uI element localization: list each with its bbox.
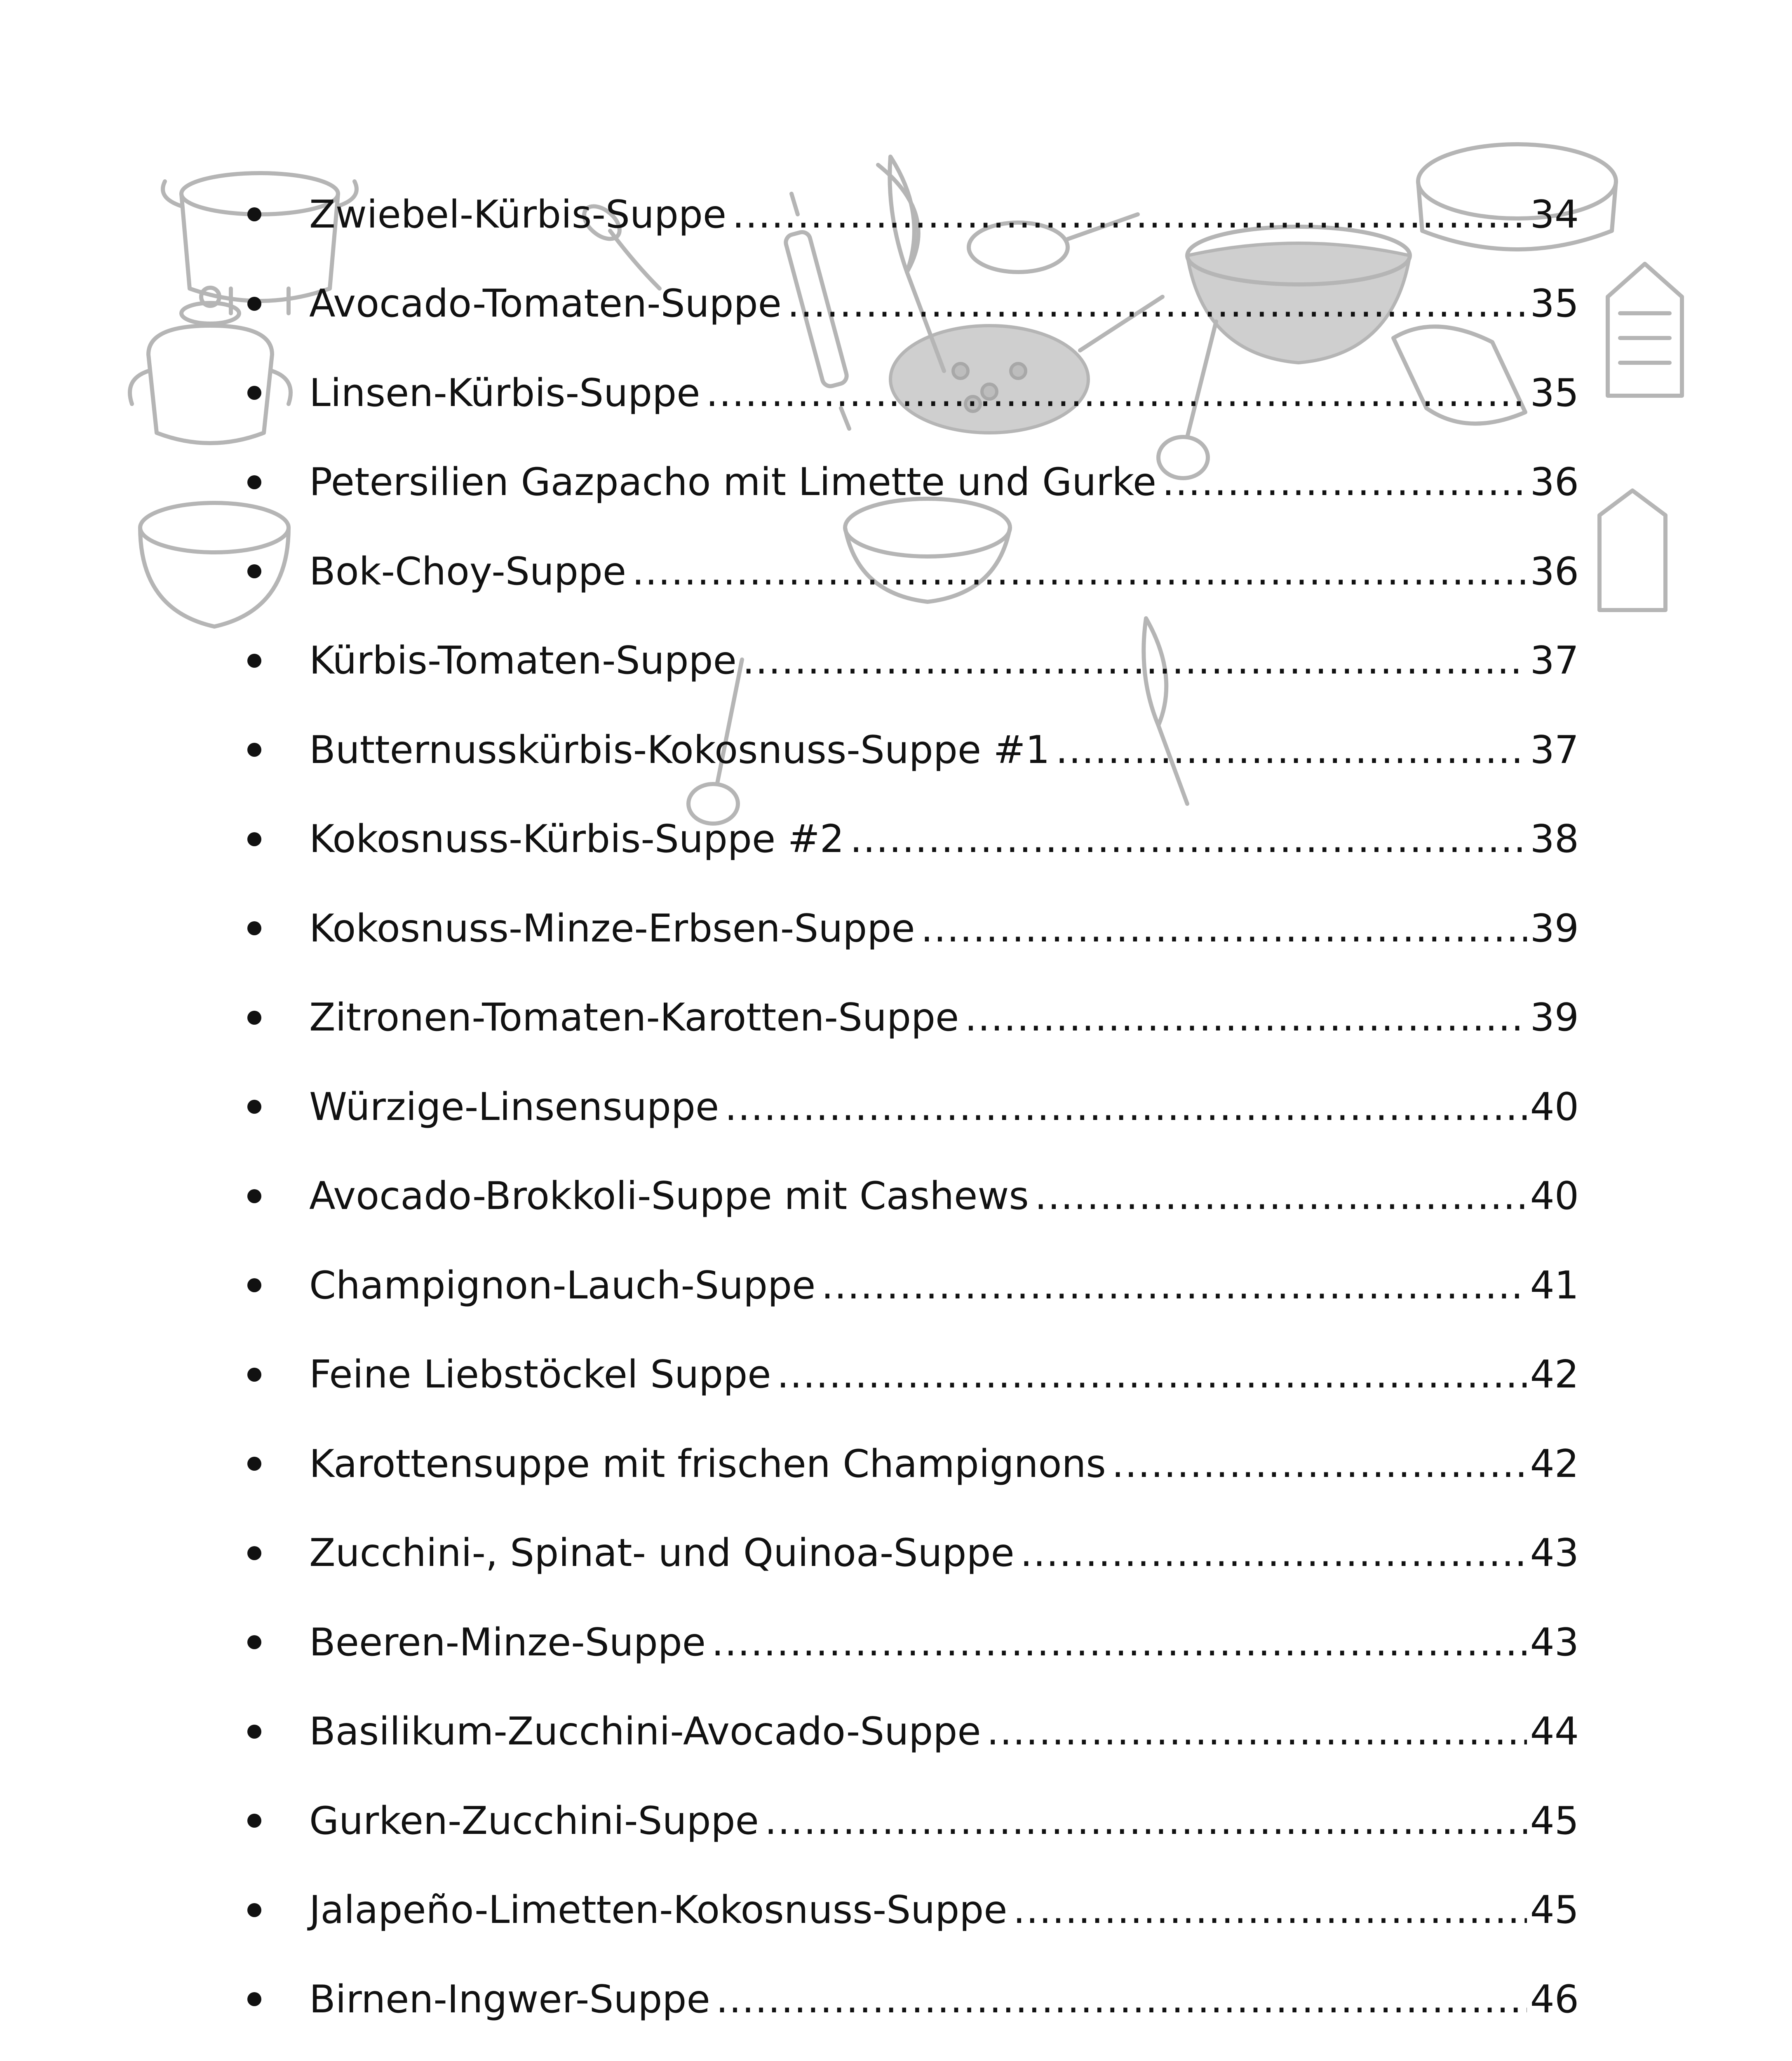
toc-entry-row (309, 638, 1579, 683)
toc-entry[interactable] (239, 1509, 1579, 1598)
bullet-icon (247, 1278, 261, 1292)
toc-entry[interactable] (239, 527, 1579, 616)
toc-entry[interactable] (239, 259, 1579, 349)
toc-entry[interactable] (239, 438, 1579, 527)
toc-entry-title: Bok-Choy-Suppe (309, 549, 627, 594)
toc-entry-title: Zucchini-, Spinat- und Quinoa-Suppe (309, 1530, 1015, 1575)
bullet-icon (247, 297, 261, 311)
bullet-icon (247, 654, 261, 668)
toc-entry-row (309, 1352, 1579, 1397)
toc-entry-page: 42 (1530, 1441, 1579, 1486)
toc-entry[interactable] (239, 1330, 1579, 1420)
toc-entry-row (309, 192, 1579, 237)
toc-entry-title: Kürbis-Tomaten-Suppe (309, 638, 737, 683)
bullet-icon (247, 743, 261, 757)
toc-entry[interactable] (239, 1776, 1579, 1866)
toc-entry-row (309, 1798, 1579, 1843)
toc-entry-title: Feine Liebstöckel Suppe (309, 1352, 771, 1397)
dot-leader (732, 195, 1527, 234)
toc-entry-row (309, 281, 1579, 326)
toc-entry-page: 37 (1530, 727, 1579, 772)
toc-entry-row (309, 1620, 1579, 1664)
bullet-icon (247, 1903, 261, 1917)
toc-entry-row (309, 1976, 1579, 2021)
bullet-icon (247, 1100, 261, 1114)
table-of-contents (239, 170, 1579, 2061)
dot-leader (725, 1088, 1527, 1126)
toc-entry-row (309, 1887, 1579, 1932)
bullet-icon (247, 564, 261, 578)
toc-entry-row (309, 1530, 1579, 1575)
bullet-icon (247, 1725, 261, 1739)
toc-entry[interactable] (239, 170, 1579, 259)
toc-entry-title: Kokosnuss-Kürbis-Suppe #2 (309, 817, 844, 861)
dot-leader (1162, 463, 1527, 501)
toc-entry-title: Zitronen-Tomaten-Karotten-Suppe (309, 995, 959, 1040)
dot-leader (632, 552, 1527, 591)
toc-entry-page: 37 (1530, 638, 1579, 683)
toc-entry-page: 34 (1530, 192, 1579, 237)
toc-entry[interactable] (239, 2044, 1579, 2061)
grater-icon (1608, 264, 1682, 396)
toc-entry-row (309, 906, 1579, 951)
dot-leader (921, 909, 1527, 948)
dot-leader (777, 1355, 1527, 1394)
toc-entry-page: 46 (1530, 1976, 1579, 2021)
bullet-icon (247, 1814, 261, 1828)
bullet-icon (247, 1457, 261, 1471)
bullet-icon (247, 921, 261, 935)
toc-entry-page: 40 (1530, 1084, 1579, 1129)
dot-leader (1020, 1534, 1527, 1572)
toc-entry[interactable] (239, 1241, 1579, 1330)
dot-leader (742, 641, 1527, 680)
dot-leader (706, 374, 1527, 412)
toc-entry[interactable] (239, 1419, 1579, 1509)
dot-leader (821, 1266, 1527, 1305)
toc-entry-page: 45 (1530, 1887, 1579, 1932)
toc-entry[interactable] (239, 1598, 1579, 1687)
bullet-icon (247, 1635, 261, 1649)
bullet-icon (247, 207, 261, 221)
dot-leader (1035, 1177, 1527, 1215)
dot-leader (765, 1802, 1527, 1840)
toc-entry-title: Champignon-Lauch-Suppe (309, 1263, 816, 1307)
toc-entry-title: Avocado-Tomaten-Suppe (309, 281, 782, 326)
dot-leader (987, 1712, 1527, 1751)
toc-entry-row (309, 1263, 1579, 1307)
toc-entry-page: 39 (1530, 906, 1579, 951)
bullet-icon (247, 475, 261, 489)
toc-entry-title: Linsen-Kürbis-Suppe (309, 370, 700, 415)
grater-icon (1599, 491, 1665, 610)
toc-entry-row (309, 1709, 1579, 1754)
toc-entry[interactable] (239, 973, 1579, 1063)
bullet-icon (247, 1368, 261, 1382)
toc-entry[interactable] (239, 1062, 1579, 1152)
toc-entry-title: Zwiebel-Kürbis-Suppe (309, 192, 727, 237)
toc-entry-title: Würzige-Linsensuppe (309, 1084, 719, 1129)
toc-entry[interactable] (239, 348, 1579, 438)
toc-entry-row (309, 370, 1579, 415)
toc-entry-page: 39 (1530, 995, 1579, 1040)
dot-leader (965, 998, 1527, 1037)
toc-entry-page: 36 (1530, 549, 1579, 594)
toc-entry-title: Basilikum-Zucchini-Avocado-Suppe (309, 1709, 981, 1754)
toc-entry-page: 40 (1530, 1174, 1579, 1218)
toc-entry-page: 44 (1530, 1709, 1579, 1754)
dot-leader (787, 284, 1527, 323)
toc-entry-title: Petersilien Gazpacho mit Limette und Gurke (309, 460, 1157, 505)
toc-entry[interactable] (239, 1866, 1579, 1955)
dot-leader (716, 1980, 1527, 2019)
toc-entry-title: Jalapeño-Limetten-Kokosnuss-Suppe (309, 1887, 1008, 1932)
toc-entry-title: Beeren-Minze-Suppe (309, 1620, 706, 1664)
toc-entry-title: Kokosnuss-Minze-Erbsen-Suppe (309, 906, 915, 951)
bullet-icon (247, 832, 261, 846)
bullet-icon (247, 1992, 261, 2006)
toc-entry[interactable] (239, 1955, 1579, 2044)
toc-entry-page: 38 (1530, 817, 1579, 861)
dot-leader (850, 820, 1527, 858)
bullet-icon (247, 1546, 261, 1560)
dot-leader (1056, 731, 1527, 769)
toc-entry-page: 41 (1530, 1263, 1579, 1307)
toc-entry-title: Butternusskürbis-Kokosnuss-Suppe #1 (309, 727, 1050, 772)
toc-entry-row (309, 817, 1579, 861)
toc-entry[interactable] (239, 1152, 1579, 1241)
toc-entry-page: 43 (1530, 1620, 1579, 1664)
toc-entry-title: Avocado-Brokkoli-Suppe mit Cashews (309, 1174, 1029, 1218)
dot-leader (712, 1623, 1527, 1662)
toc-entry[interactable] (239, 884, 1579, 973)
toc-entry[interactable] (239, 795, 1579, 884)
toc-entry-row (309, 460, 1579, 505)
toc-entry-page: 35 (1530, 370, 1579, 415)
bullet-icon (247, 1189, 261, 1203)
toc-entry-row (309, 549, 1579, 594)
toc-entry-title: Gurken-Zucchini-Suppe (309, 1798, 759, 1843)
toc-entry-page: 42 (1530, 1352, 1579, 1397)
toc-entry-page: 45 (1530, 1798, 1579, 1843)
toc-entry[interactable] (239, 1687, 1579, 1777)
toc-entry-page: 43 (1530, 1530, 1579, 1575)
toc-entry[interactable] (239, 705, 1579, 795)
toc-entry-page: 36 (1530, 460, 1579, 505)
toc-entry[interactable] (239, 616, 1579, 706)
toc-entry-row (309, 1441, 1579, 1486)
toc-entry-title: Karottensuppe mit frischen Champignons (309, 1441, 1106, 1486)
toc-entry-row (309, 1174, 1579, 1218)
toc-entry-title: Birnen-Ingwer-Suppe (309, 1976, 710, 2021)
dot-leader (1112, 1445, 1527, 1483)
bullet-icon (247, 1011, 261, 1025)
toc-entry-page: 35 (1530, 281, 1579, 326)
toc-entry-row (309, 727, 1579, 772)
toc-entry-row (309, 1084, 1579, 1129)
bullet-icon (247, 386, 261, 400)
toc-entry-row (309, 995, 1579, 1040)
dot-leader (1013, 1891, 1527, 1929)
